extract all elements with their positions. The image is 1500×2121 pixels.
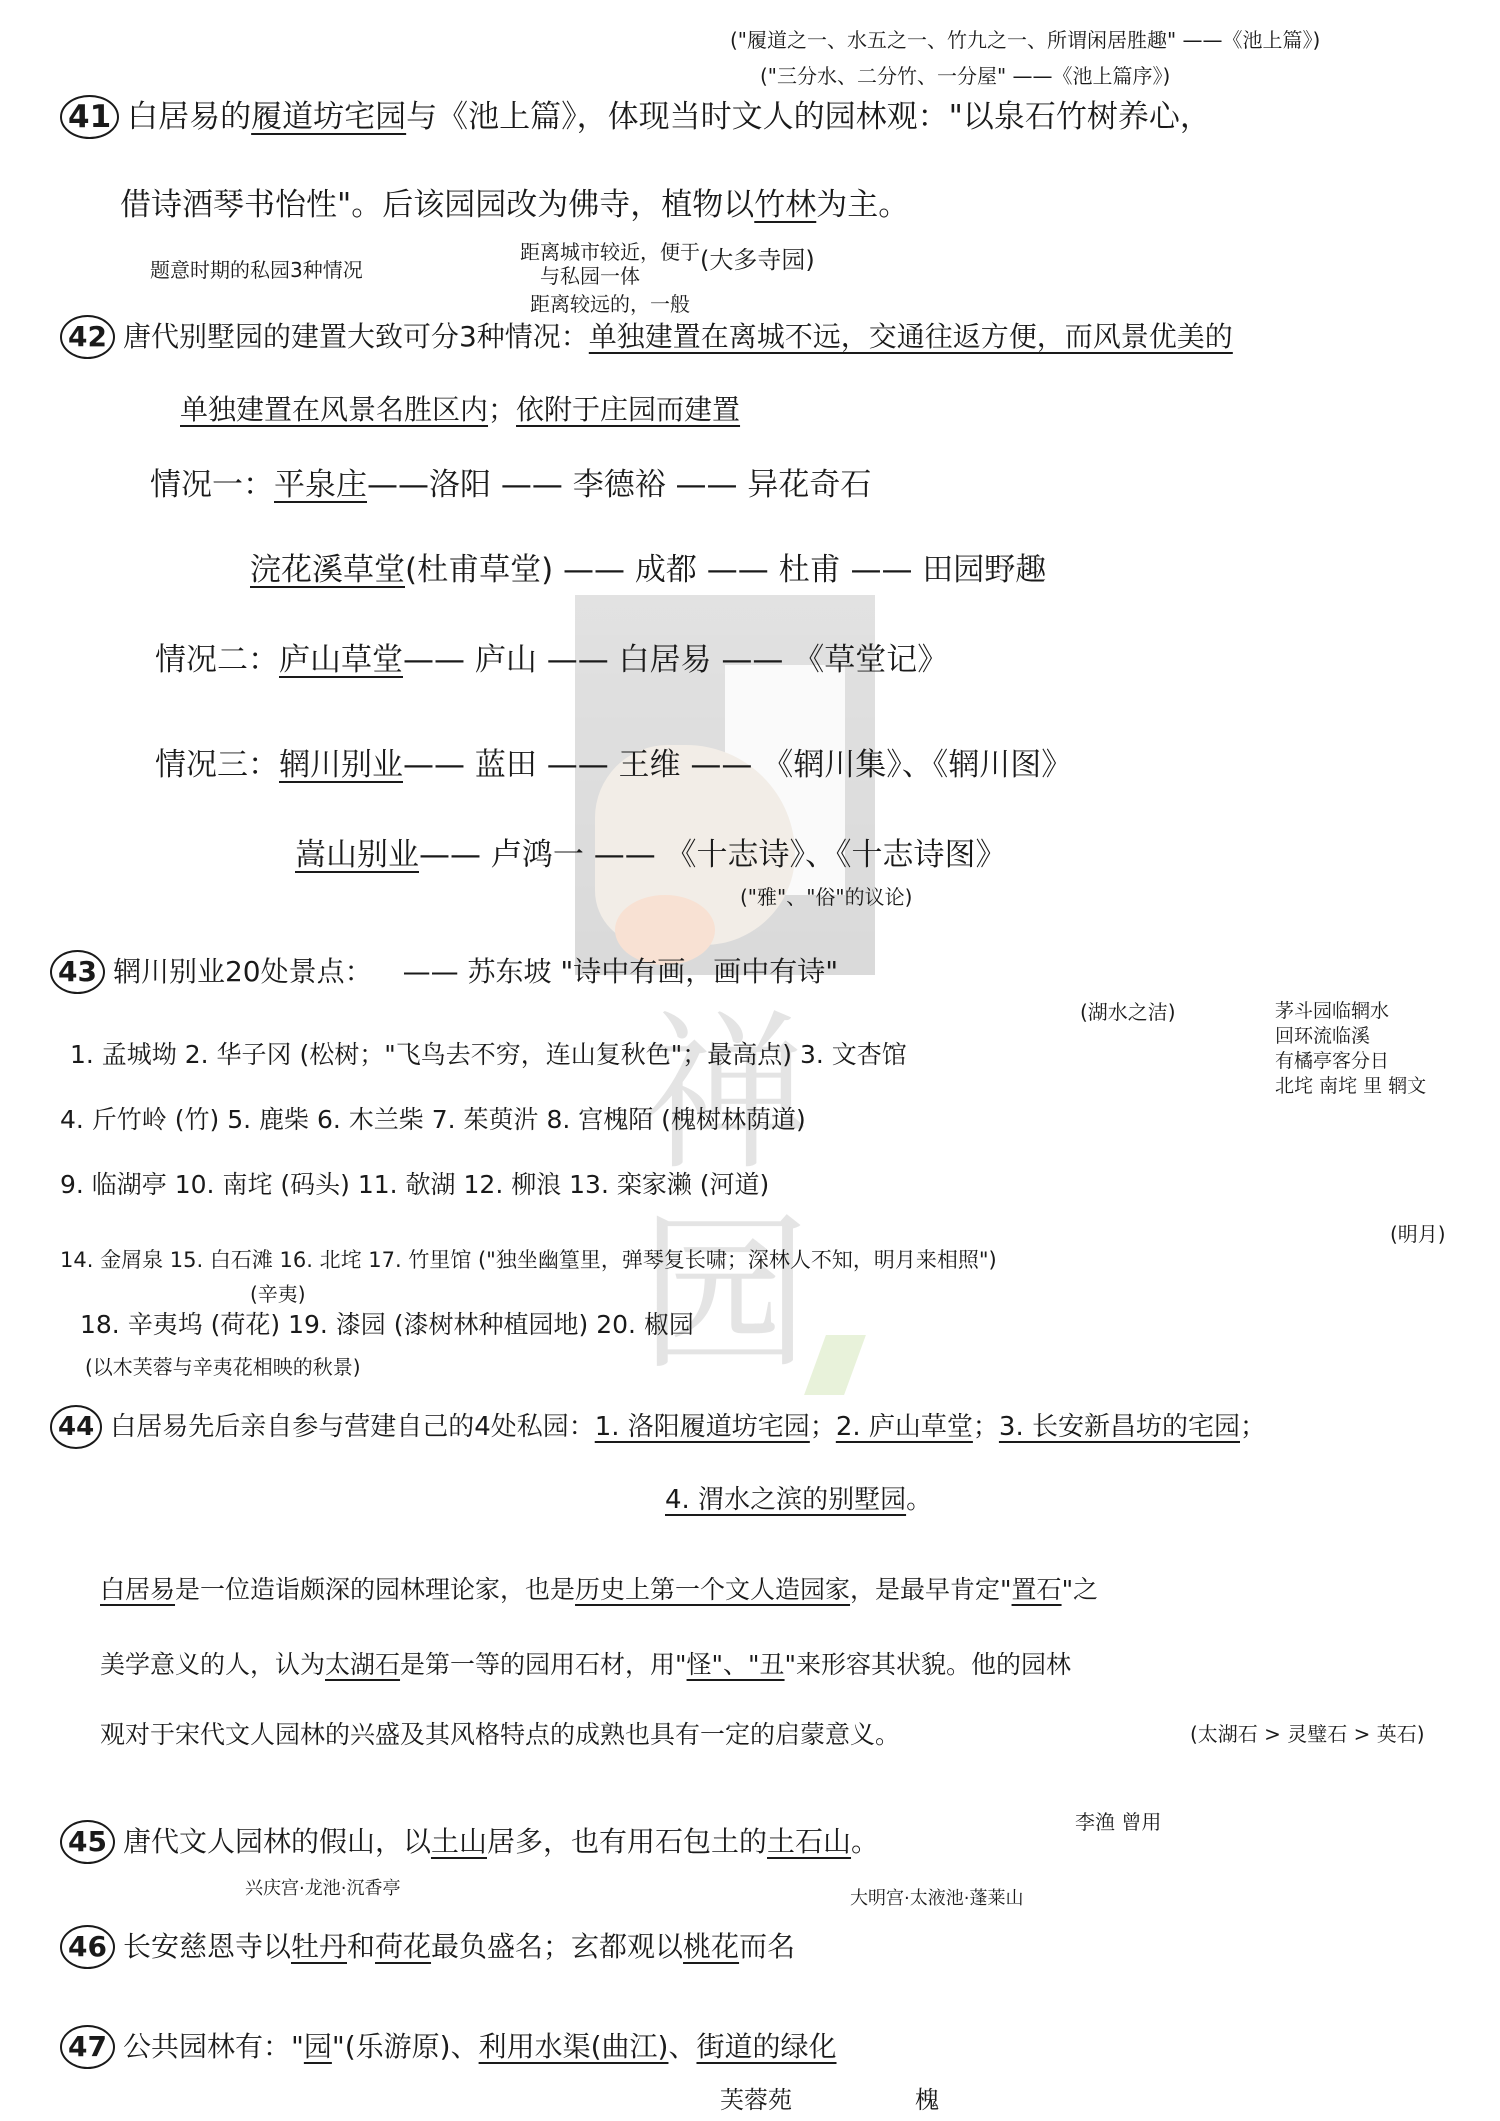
q42-case3b: 嵩山别业—— 卢鸿一 —— 《十志诗》、《十志诗图》 (295, 837, 1007, 873)
q42-brace-note1: 距离城市较近，便于 (520, 240, 700, 264)
q46-note2: 大明宫·太液池·蓬莱山 (850, 1888, 1024, 1909)
q41-note-top: ("履道之一、水五之一、竹九之一、所谓闲居胜趣" ——《池上篇》) (730, 28, 1321, 52)
q43-side-note-3: 有橘亭客分日 (1275, 1050, 1390, 1072)
q43-row4: 14. 金屑泉 15. 白石滩 16. 北垞 17. 竹里馆 ("独坐幽篁里，弹琴复长啸；深林人不知，明月来相照") (60, 1248, 997, 1272)
q42-line1: 42 唐代别墅园的建置大致可分3种情况：单独建置在离城不远，交通往返方便，而风景优美的 (60, 315, 1233, 359)
q47-sub2: 槐 (915, 2086, 939, 2114)
q41-note-top2: ("三分水、二分竹、一分屋" ——《池上篇序》) (760, 64, 1171, 88)
q42-case1b: 浣花溪草堂(杜甫草堂) —— 成都 —— 杜甫 —— 田园野趣 (250, 552, 1047, 588)
q44-para1: 白居易是一位造诣颇深的园林理论家，也是历史上第一个文人造园家，是最早肯定"置石"之 (100, 1575, 1099, 1604)
q43-side-note-4: 北垞 南垞 里 辋文 (1275, 1075, 1427, 1097)
q42-number: 42 (60, 315, 115, 359)
q41-underline-garden: 履道坊宅园 (251, 99, 407, 135)
q43-number: 43 (50, 950, 105, 994)
q43-row4-note: (明月) (1390, 1222, 1446, 1246)
q44-para3-note: (太湖石 > 灵璧石 > 英石) (1190, 1722, 1425, 1746)
q43-side-note-1: 茅斗园临辋水 (1275, 1000, 1390, 1022)
q42-case3b-note: ("雅"、"俗"的议论) (740, 885, 913, 909)
q47-sub1: 芙蓉苑 (720, 2086, 792, 2114)
q44-para2: 美学意义的人，认为太湖石是第一等的园用石材，用"怪"、"丑"来形容其状貌。他的园林 (100, 1650, 1072, 1679)
q42-case2: 情况二：庐山草堂—— 庐山 —— 白居易 —— 《草堂记》 (155, 642, 949, 678)
q42-brace-note3: (大多寺园) (700, 246, 815, 274)
q45-line: 45 唐代文人园林的假山，以土山居多，也有用石包土的土石山。 (60, 1820, 879, 1864)
q41-underline-bamboo: 竹林 (754, 187, 817, 223)
q46-note1: 兴庆宫·龙池·沉香亭 (245, 1878, 401, 1899)
q41-number: 41 (60, 95, 119, 139)
q42-line2: 单独建置在风景名胜区内；依附于庄园而建置 (180, 393, 741, 426)
watermark-letters: 禅 园 (639, 996, 810, 1394)
q42-underline-type3: 依附于庄园而建置 (516, 393, 741, 426)
q44-number: 44 (50, 1405, 102, 1449)
q41-line2: 借诗酒琴书怡性"。后该园园改为佛寺，植物以竹林为主。 (120, 187, 910, 223)
q43-title-line: 43 辋川别业20处景点： —— 苏东坡 "诗中有画，画中有诗" (50, 950, 838, 994)
q45-number: 45 (60, 1820, 115, 1864)
q42-pre-note: 题意时期的私园3种情况 (150, 258, 363, 282)
q45-note: 李渔 曾用 (1075, 1810, 1162, 1834)
q42-brace-note4: 距离较远的，一般 (530, 292, 690, 316)
q43-row3: 9. 临湖亭 10. 南垞 (码头) 11. 欹湖 12. 柳浪 13. 栾家濑 (河道) (60, 1170, 770, 1199)
q41-line1: 41 白居易的履道坊宅园与《池上篇》，体现当时文人的园林观："以泉石竹树养心， (60, 95, 1211, 139)
q43-row5-sub: (以木芙蓉与辛夷花相映的秋景) (85, 1355, 361, 1379)
q43-row5-note: (辛夷) (250, 1282, 306, 1306)
q43-side-note-top: (湖水之洁) (1080, 1000, 1176, 1024)
q44-line2: 4. 渭水之滨的别墅园。 (665, 1485, 933, 1515)
q44-line1: 44 白居易先后亲自参与营建自己的4处私园：1. 洛阳履道坊宅园；2. 庐山草堂；3. 长安新昌坊的宅园； (50, 1405, 1266, 1449)
q44-para3: 观对于宋代文人园林的兴盛及其风格特点的成熟也具有一定的启蒙意义。 (100, 1720, 901, 1749)
q42-case3: 情况三：辋川别业—— 蓝田 —— 王维 —— 《辋川集》、《辋川图》 (155, 747, 1073, 783)
q43-side-note-2: 回环流临溪 (1275, 1025, 1371, 1047)
q47-line: 47 公共园林有："园"(乐游原)、利用水渠(曲江)、街道的绿化 (60, 2025, 837, 2069)
q43-row1: 1. 孟城坳 2. 华子冈 (松树；"飞鸟去不穷，连山复秋色"；最高点) 3. 文杏馆 (70, 1040, 907, 1069)
q46-number: 46 (60, 1925, 115, 1969)
q42-underline-type1: 单独建置在离城不远，交通往返方便，而风景优美的 (588, 320, 1233, 353)
q42-underline-type2: 单独建置在风景名胜区内 (180, 393, 489, 426)
q42-case1: 情况一：平泉庄——洛阳 —— 李德裕 —— 异花奇石 (150, 467, 872, 503)
q43-row5: 18. 辛夷坞 (荷花) 19. 漆园 (漆树林种植园地) 20. 椒园 (80, 1310, 694, 1339)
q43-row2: 4. 斤竹岭 (竹) 5. 鹿柴 6. 木兰柴 7. 茱萸沜 8. 宫槐陌 (槐树林荫道) (60, 1105, 806, 1134)
q47-number: 47 (60, 2025, 115, 2069)
q46-line: 46 长安慈恩寺以牡丹和荷花最负盛名；玄都观以桃花而名 (60, 1925, 795, 1969)
q42-brace-note2: 与私园一体 (540, 264, 640, 288)
